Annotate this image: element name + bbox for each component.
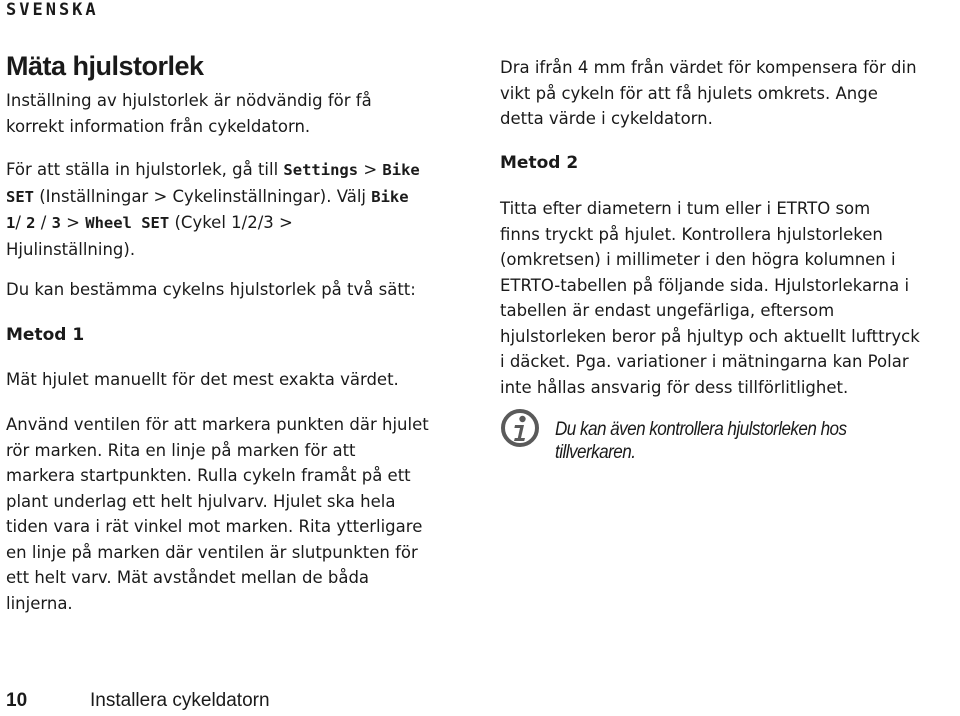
settings-paragraph: [6, 157, 420, 262]
page-number: 10: [6, 690, 28, 711]
step-line: linjerna.: [6, 593, 73, 613]
ui-term-settings: Settings: [283, 161, 359, 179]
ui-term-1: 1: [6, 214, 16, 232]
ui-term-2: 2: [26, 214, 36, 232]
text-line: i däcket. Pga. variationer i mätningarna kan Polar: [500, 352, 909, 371]
text-line: Dra ifrån 4 mm från värdet för kompensera för din: [500, 58, 917, 77]
step-line: rör marken. Rita en linje på marken för att: [6, 440, 356, 460]
note-text: [555, 418, 897, 464]
text-line: Titta efter diametern i tum eller i ETRTO som: [500, 199, 871, 218]
method2-text: [500, 196, 920, 400]
intro-line-2: korrekt information från cykeldatorn.: [6, 116, 311, 136]
text: (Inställningar > Cykelinställningar). Välj: [34, 186, 372, 206]
text: /: [15, 213, 27, 232]
subtract-paragraph: [500, 55, 917, 132]
text-line: detta värde i cykeldatorn.: [500, 109, 713, 128]
step-line: ett helt varv. Mät avståndet mellan de båda: [6, 568, 370, 587]
text: >: [60, 213, 86, 232]
language-label: SVENSKA: [6, 0, 99, 20]
info-icon: [500, 408, 540, 448]
text: Hjulinställning).: [6, 239, 136, 259]
text: /: [35, 213, 52, 232]
ui-term-wheel-set: Wheel SET: [85, 214, 170, 232]
text: >: [358, 160, 383, 179]
note-line: Du kan även kontrollera hjulstorleken hos: [555, 419, 847, 440]
ui-term-3: 3: [51, 214, 61, 232]
two-ways-text: Du kan bestämma cykelns hjulstorlek på två sätt:: [6, 280, 416, 299]
ui-term-set: SET: [6, 187, 34, 206]
note-line: tillverkaren.: [555, 442, 636, 463]
text-line: vikt på cykeln för att få hjulets omkrets. Ange: [500, 83, 878, 103]
text-line: hjulstorleken beror på hjultyp och aktuellt lufttryck: [500, 326, 920, 346]
step-line: markera startpunkten. Rulla cykeln framåt på ett: [6, 466, 411, 485]
text: (Cykel 1/2/3 >: [169, 213, 293, 232]
text-line: tabellen är endast ungefärliga, eftersom: [500, 301, 835, 320]
method2-heading: Metod 2: [500, 153, 579, 173]
ui-term-bike: Bike: [382, 161, 420, 179]
text-line: ETRTO-tabellen på följande sida. Hjulstorlekarna i: [500, 275, 910, 295]
method1-steps: [6, 412, 429, 616]
footer-section-title: Installera cykeldatorn: [90, 690, 270, 711]
ui-term-bike: Bike: [371, 187, 409, 206]
text: För att ställa in hjulstorlek, gå till: [6, 160, 284, 179]
page-title: Mäta hjulstorlek: [6, 51, 204, 81]
text-line: finns tryckt på hjulet. Kontrollera hjulstorleken: [500, 224, 883, 244]
step-line: plant underlag ett helt hjulvarv. Hjulet ska hela: [6, 491, 396, 511]
step-line: en linje på marken där ventilen är slutpunkten för: [6, 542, 418, 562]
intro-paragraph: [6, 88, 372, 139]
step-line: tiden vara i rät vinkel mot marken. Rita ytterligare: [6, 517, 423, 536]
text-line: inte hållas ansvarig för dess tillförlitlighet.: [500, 377, 849, 397]
step-line: Använd ventilen för att markera punkten där hjulet: [6, 415, 429, 434]
intro-line-1: Inställning av hjulstorlek är nödvändig för få: [6, 91, 372, 110]
text-line: (omkretsen) i millimeter i den högra kolumnen i: [500, 250, 896, 269]
method1-heading: Metod 1: [6, 325, 85, 345]
method1-text: Mät hjulet manuellt för det mest exakta värdet.: [6, 370, 399, 389]
